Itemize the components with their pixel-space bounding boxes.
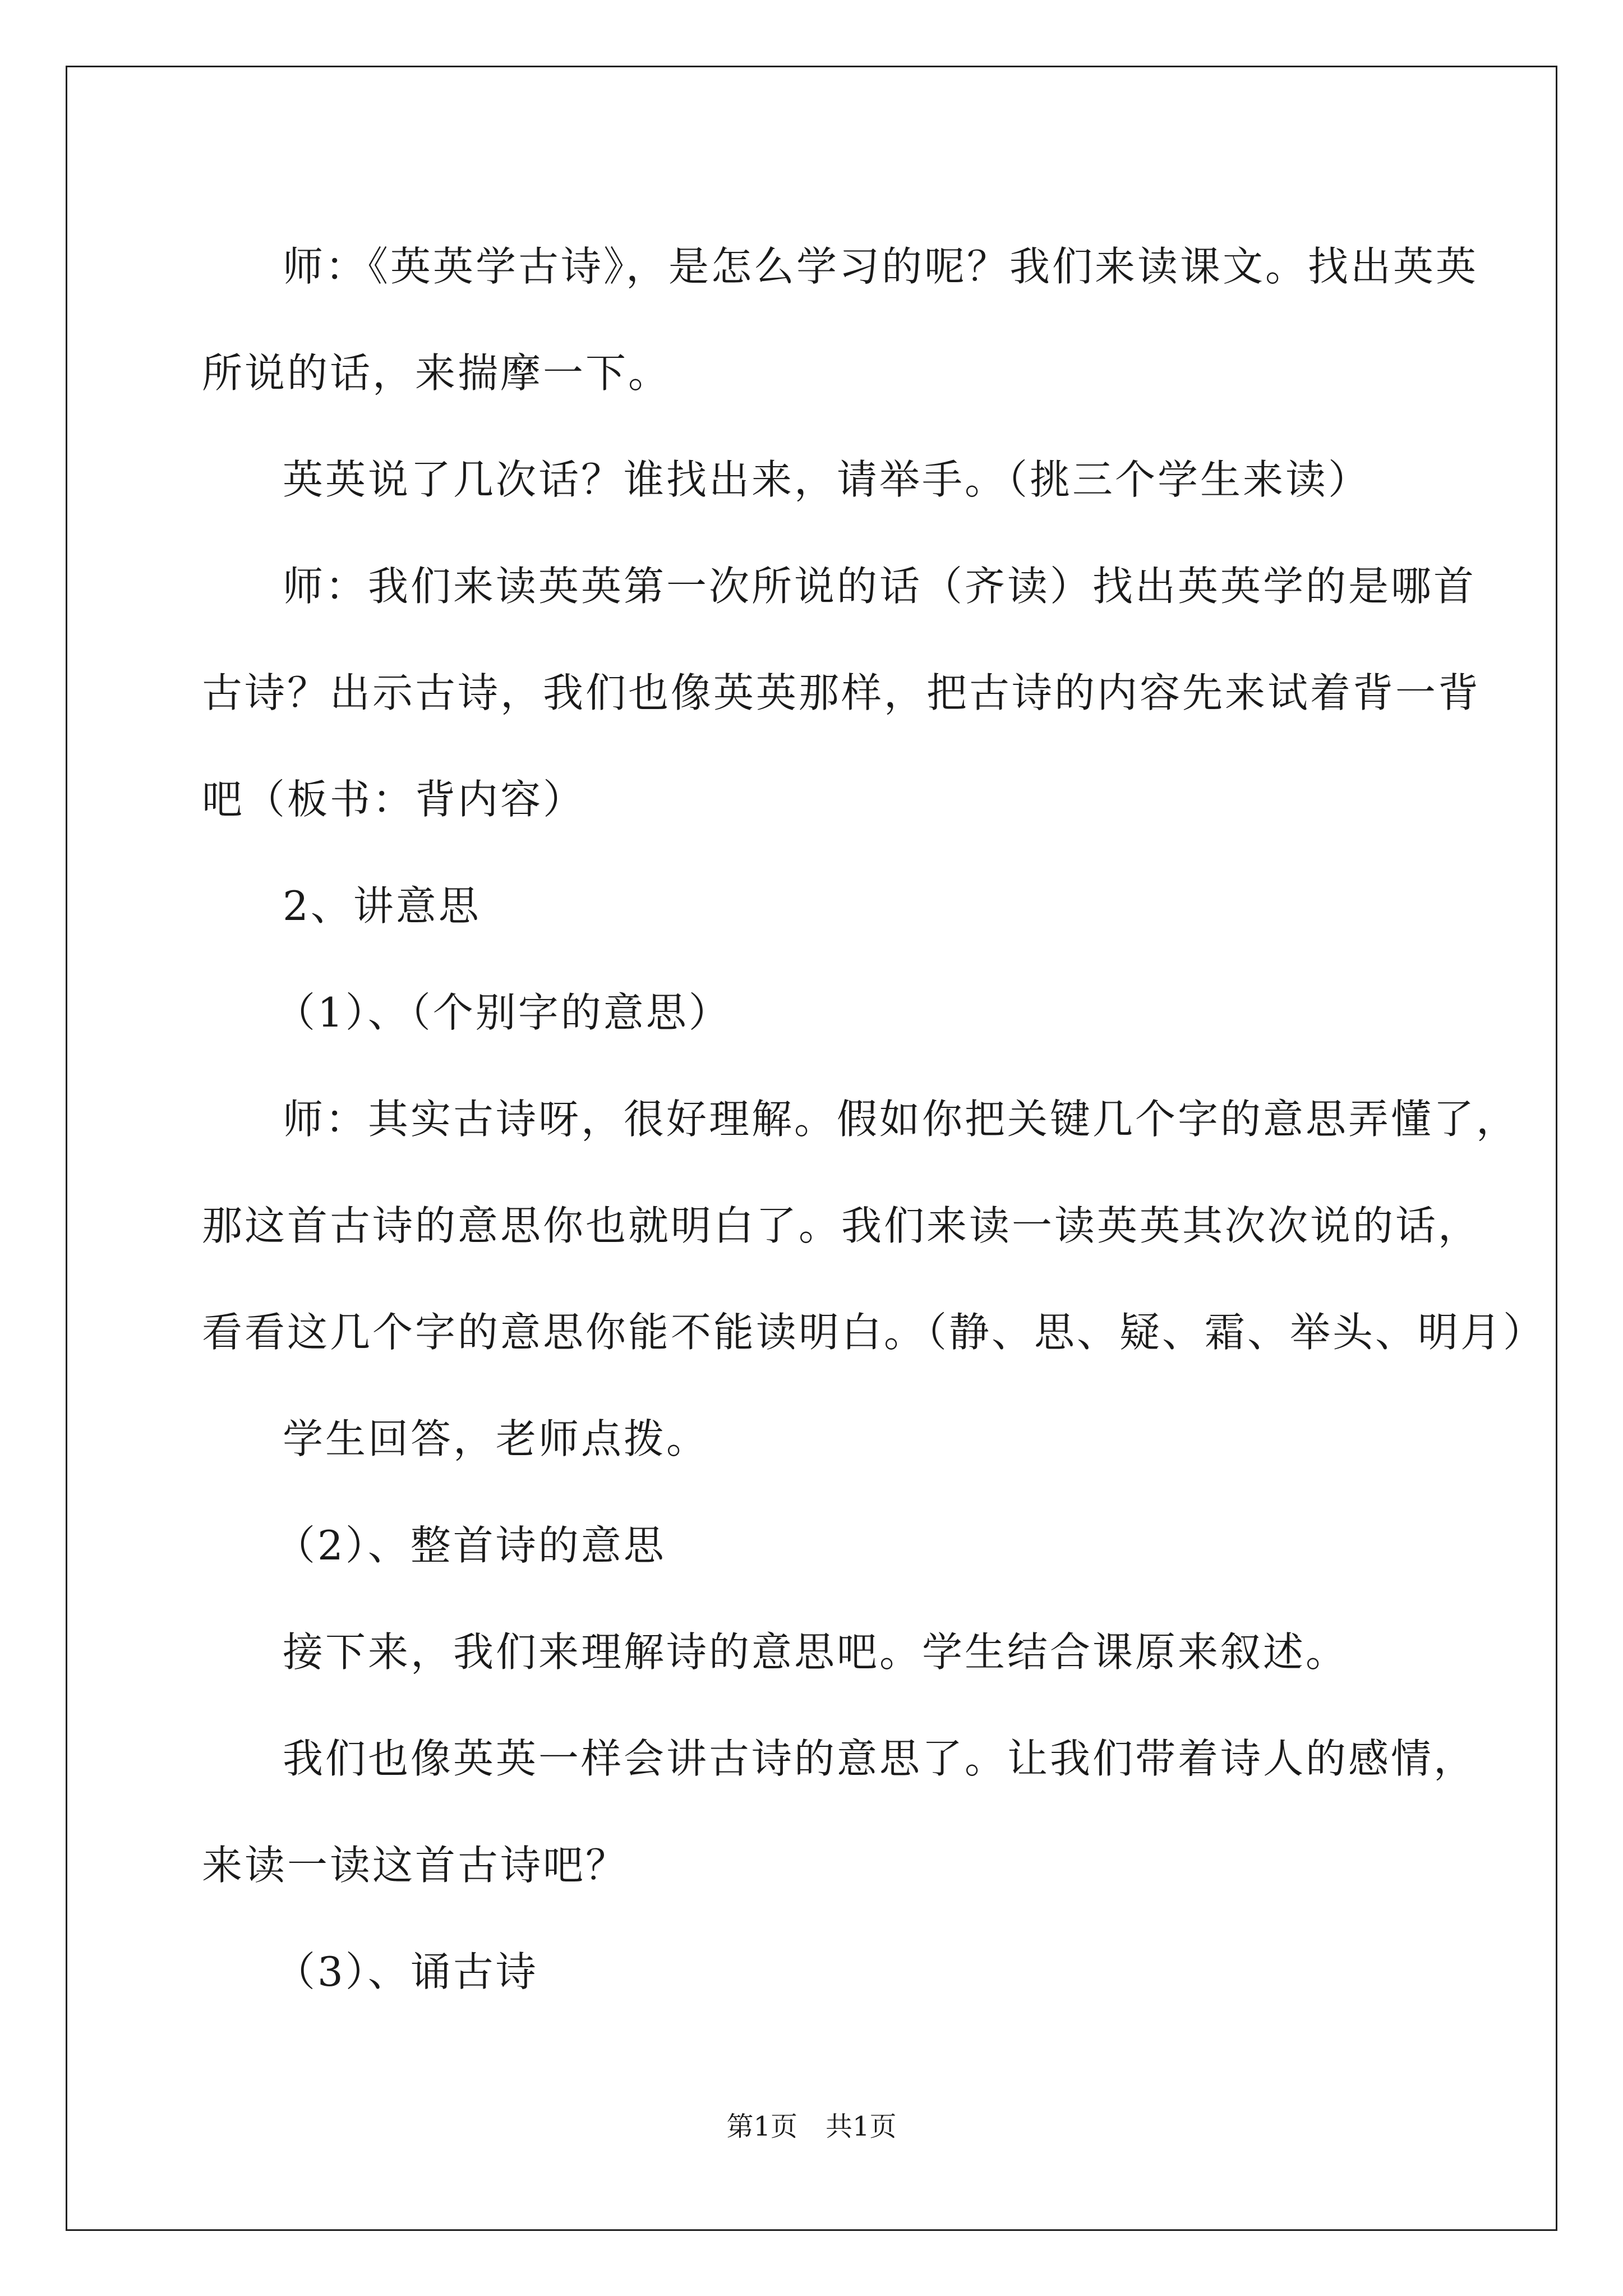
document-body bbox=[202, 213, 1546, 2025]
paragraph-6-line-0: 学生回答，老师点拨。 bbox=[283, 1415, 709, 1462]
paragraph-2-line-0: 师：我们来读英英第一次所说的话（齐读）找出英英学的是哪首 bbox=[283, 563, 1477, 610]
paragraph-0-line-0: 师：《英英学古诗》，是怎么学习的呢？我们来读课文。找出英英 bbox=[283, 243, 1479, 290]
paragraph-7-line-0: （2）、整首诗的意思 bbox=[275, 1522, 666, 1569]
paragraph-9-line-0: 我们也像英英一样会讲古诗的意思了。让我们带着诗人的感情， bbox=[283, 1735, 1477, 1782]
page-footer bbox=[0, 2105, 1623, 2143]
page-number-current: 第1页 bbox=[726, 2111, 797, 2142]
paragraph-2-line-2: 吧（板书：背内容） bbox=[202, 776, 586, 823]
paragraph-8-line-0: 接下来，我们来理解诗的意思吧。学生结合课原来叙述。 bbox=[283, 1628, 1349, 1676]
paragraph-4-line-0: （1）、（个别字的意思） bbox=[275, 989, 731, 1036]
paragraph-3-line-0: 2、讲意思 bbox=[283, 882, 481, 930]
paragraph-5-line-0: 师：其实古诗呀，很好理解。假如你把关键几个字的意思弄懂了， bbox=[283, 1096, 1519, 1143]
paragraph-9-line-1: 来读一读这首古诗吧？ bbox=[202, 1842, 629, 1889]
paragraph-5-line-2: 看看这几个字的意思你能不能读明白。（静、思、疑、霜、举头、明月） bbox=[202, 1309, 1546, 1356]
paragraph-0-line-1: 所说的话，来揣摩一下。 bbox=[202, 349, 671, 397]
paragraph-1-line-0: 英英说了几次话？谁找出来，请举手。（挑三个学生来读） bbox=[283, 456, 1371, 503]
paragraph-5-line-1: 那这首古诗的意思你也就明白了。我们来读一读英英其次次说的话， bbox=[202, 1202, 1481, 1249]
page-number-total: 共1页 bbox=[826, 2111, 897, 2142]
paragraph-10-line-0: （3）、诵古诗 bbox=[275, 1948, 538, 1995]
paragraph-2-line-1: 古诗？出示古诗，我们也像英英那样，把古诗的内容先来试着背一背 bbox=[202, 669, 1481, 716]
